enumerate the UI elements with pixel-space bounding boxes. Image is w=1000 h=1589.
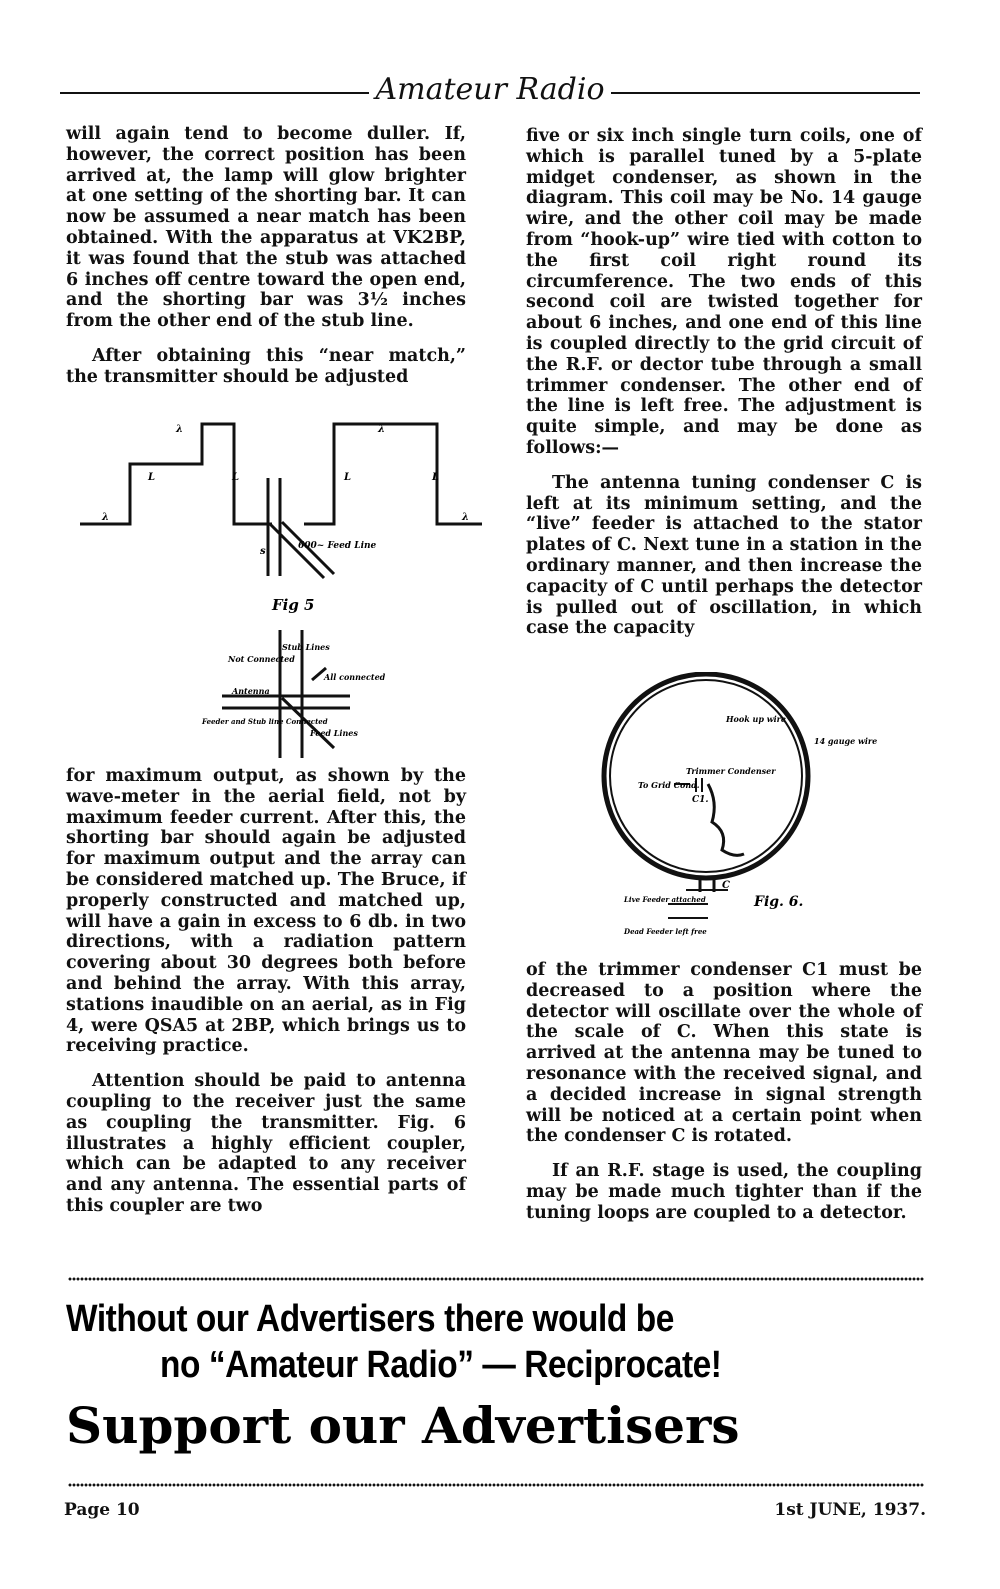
fig6-label-dead-feeder: Dead Feeder left free	[624, 927, 707, 936]
fig6-caption: Fig. 6.	[754, 894, 804, 910]
advert-line-1: Without our Advertisers there would be	[66, 1298, 674, 1340]
figure-6-diagram	[578, 672, 878, 962]
fig6-label-live-feeder: Live Feeder attached	[624, 895, 706, 904]
paragraph: If an R.F. stage is used, the coupling may be made much tighter than if the tuning loops are coupled to a detector.	[526, 1161, 922, 1223]
paragraph: The antenna tuning condenser C is left at its minimum setting, and the “live” feeder is attached to the stator plates of C. Next tune in a station in the ordinary manner, and then increase the capacity of C until perhaps the detector is pulled out of oscillation, in which case the capacity	[526, 472, 922, 639]
fig6-label-to-grid: To Grid Cond.	[638, 780, 700, 790]
paragraph: After obtaining this “near match,” the transmitter should be adjusted	[66, 345, 466, 387]
fig5-label-stub-lines: Stub Lines	[282, 642, 330, 652]
page-number: Page 10	[64, 1500, 140, 1520]
fig6-label-gauge: 14 gauge wire	[814, 736, 878, 746]
fig6-label-c: C	[722, 880, 730, 891]
fig5-label-l: L	[232, 472, 240, 483]
fig5-label-all-connected: All connected	[324, 672, 386, 682]
fig5-label-not-connected: Not Connected	[228, 654, 295, 664]
fig5-label-l: L	[344, 472, 352, 483]
advert-line-2: no “Amateur Radio” — Reciprocate!	[160, 1344, 722, 1386]
left-column-bottom	[66, 766, 466, 1217]
masthead	[60, 70, 920, 110]
advert-line-3: Support our Advertisers	[66, 1396, 740, 1455]
fig6-label-hookup: Hook up wire	[726, 714, 786, 724]
fig5-label-l: L	[432, 472, 440, 483]
masthead-title: Amateur Radio	[60, 70, 920, 110]
paragraph: for maximum output, as shown by the wave-meter in the aerial field, not by maximum feeder current. After this, the shorting bar should again be adjusted for maximum output and the array can be considered matched up. The Bruce, if properly constructed and matched up, will have a gain in excess to 6 db. in two directions, with a radiation pattern covering about 30 degrees both before and behind the array. With this array, stations inaudible on an aerial, as in Fig 4, were QSA5 at 2BP, which brings us to receiving practice.	[66, 766, 466, 1057]
fig6-label-c1: C1.	[692, 795, 709, 805]
dotted-rule-top	[68, 1276, 924, 1282]
fig5-label-feed-line: 600~ Feed Line	[298, 541, 377, 551]
dotted-rule-bottom	[68, 1482, 924, 1488]
fig5-label-antenna: Antenna	[232, 686, 270, 696]
fig5-label-feed-lines: Feed Lines	[310, 728, 358, 738]
fig5-label-s: s	[260, 546, 266, 557]
paragraph: will again tend to become duller. If, however, the correct position has been arrived at, the lamp will glow brighter at one setting of the shorting bar. It can now be assumed a near match has been obtained. With the apparatus at VK2BP, it was found that the stub was attached 6 inches off centre toward the open end, and the shorting bar was 3½ inches from the other end of the stub line.	[66, 124, 466, 332]
paragraph: of the trimmer condenser C1 must be decreased to a position where the detector will oscillate over the whole of the scale of C. When this state is arrived at the antenna may be tuned to resonance with the received signal, and a decided increase in signal strength will be noticed at a certain point when the condenser C is rotated.	[526, 960, 922, 1147]
fig5-label-l: L	[148, 472, 156, 483]
fig5-label-lambda: λ	[102, 512, 110, 523]
right-column-bottom	[526, 960, 922, 1224]
figure-5-diagram	[72, 418, 502, 768]
fig5-label-lambda: λ	[176, 424, 184, 435]
left-column-top	[66, 124, 466, 388]
fig5-caption: Fig 5	[272, 596, 315, 614]
fig6-label-trimmer: Trimmer Condenser	[686, 766, 776, 776]
paragraph: five or six inch single turn coils, one of which is parallel tuned by a 5-plate midget condenser, as shown in the diagram. This coil may be No. 14 gauge wire, and the other coil may be made from “hook-up” wire tied with cotton to the first coil right round its circumference. The two ends of this second coil are twisted together for about 6 inches, and one end of this line is coupled directly to the grid circuit of the R.F. or dector tube through a small trimmer condenser. The other end of the line is left free. The adjustment is quite simple, and may be done as follows:—	[526, 126, 922, 458]
fig5-label-feeder-stub: Feeder and Stub line Connected	[202, 717, 328, 726]
issue-date: 1st JUNE, 1937.	[774, 1500, 926, 1520]
right-column-top	[526, 126, 922, 639]
fig5-label-lambda: λ	[378, 424, 386, 435]
fig5-label-lambda: λ	[462, 512, 470, 523]
paragraph: Attention should be paid to antenna coupling to the receiver just the same as coupling the transmitter. Fig. 6 illustrates a highly efficient coupler, which can be adapted to any receiver and any antenna. The essential parts of this coupler are two	[66, 1071, 466, 1216]
